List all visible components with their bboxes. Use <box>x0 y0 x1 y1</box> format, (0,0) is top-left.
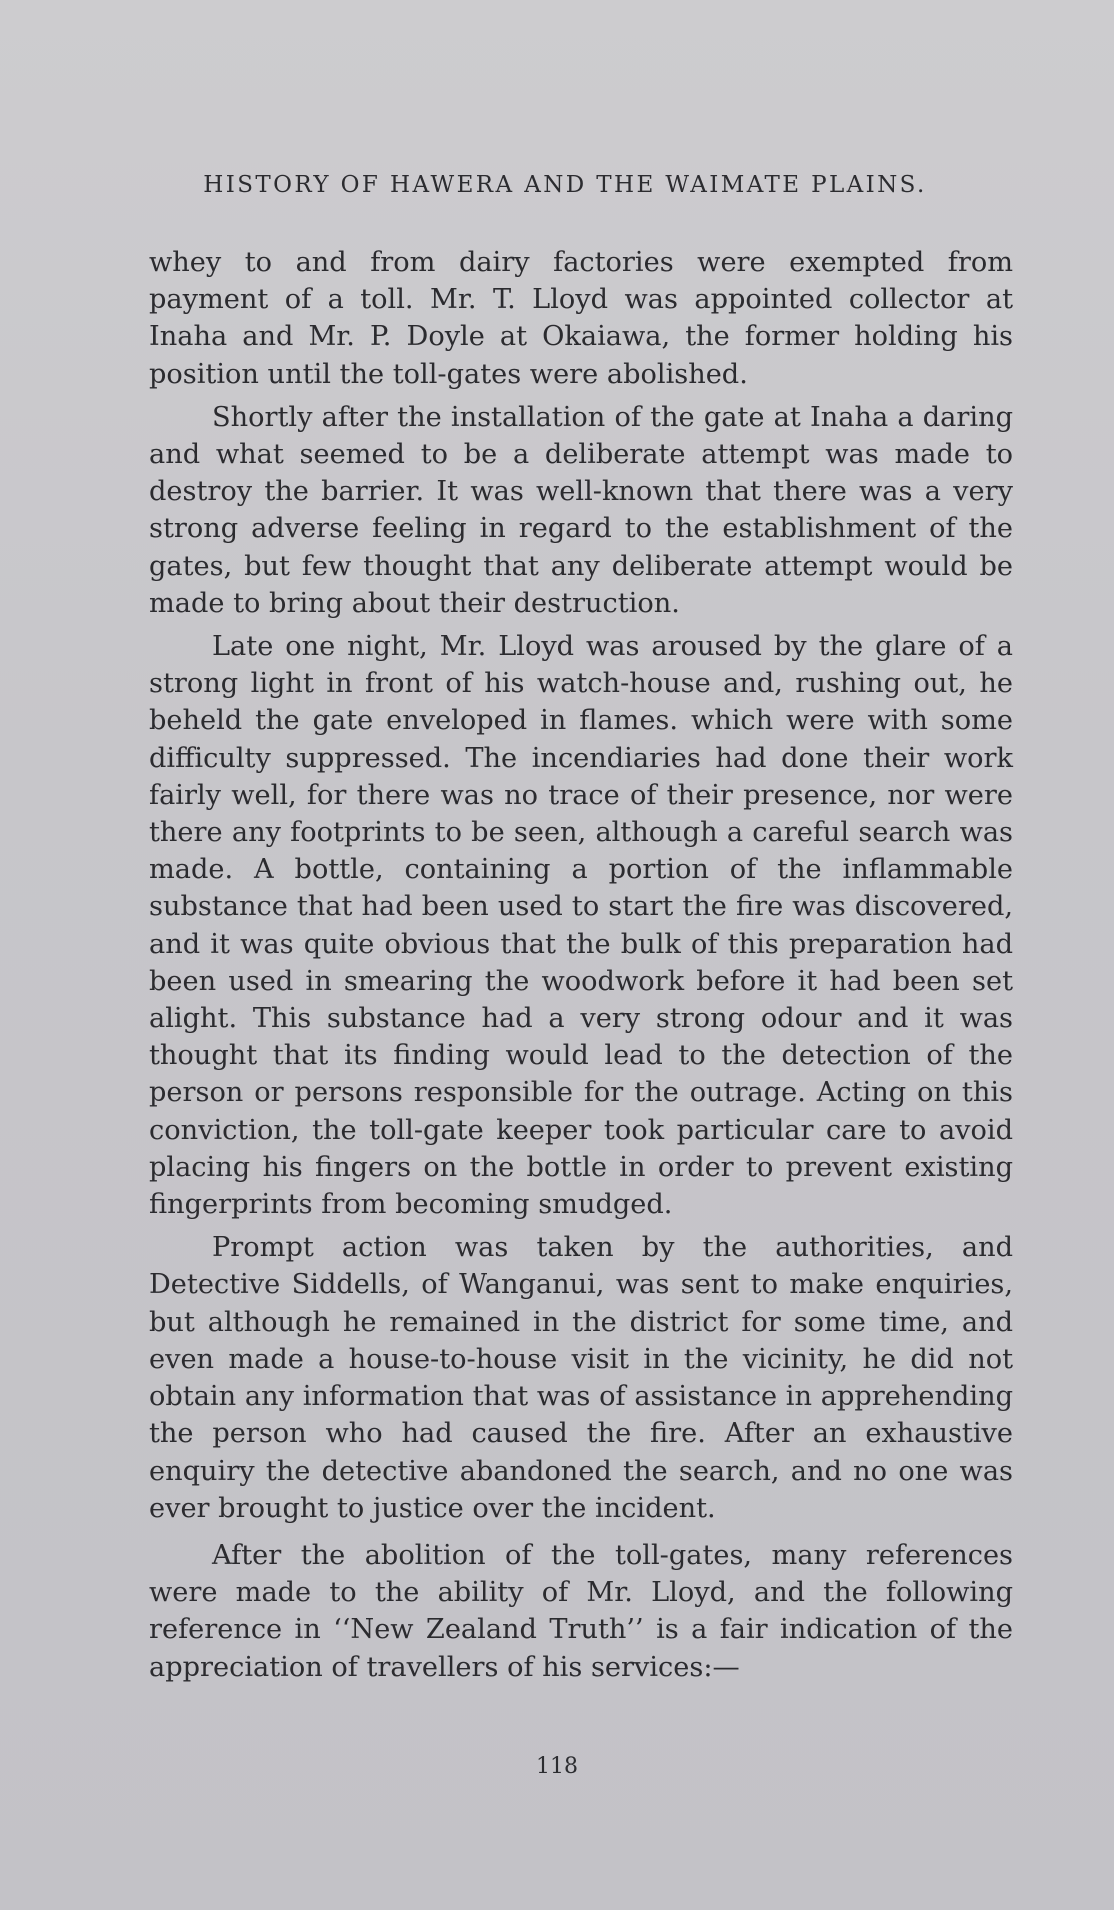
paragraph-fire-night: Late one night, Mr. Lloyd was aroused by the glare of a strong light in front of his watch-house and, rushing out, he beheld the gate enveloped in flames. which were with some difficulty suppressed. The incendiaries had done their work fairly well, for there was no trace of their presence, nor were there any footprints to be seen, although a careful search was made. A bottle, containing a portion of the inflammable substance that had been used to start the fire was discovered, and it was quite obvious that the bulk of this preparation had been used in smearing the woodwork before it had been set alight. This substance had a very strong odour and it was thought that its finding would lead to the detection of the person or persons responsible for the outrage. Acting on this conviction, the toll-gate keeper took particular care to avoid placing his fingers on the bottle in order to prevent existing fingerprints from becoming smudged. <box>149 631 1013 1221</box>
body-text <box>149 244 1013 1686</box>
page-number: 118 <box>536 1754 578 1779</box>
paragraph-references: After the abolition of the toll-gates, many references were made to the ability of Mr. Lloyd, and the following reference in ‘‘New Zealand Truth’’ is a fair indication of the appreciation of travellers of his services:— <box>149 1539 1013 1683</box>
paragraph-continuation: whey to and from dairy factories were exempted from payment of a toll. Mr. T. Lloyd was appointed collector at Inaha and Mr. P. Doyle at Okaiawa, the former holding his position until the toll-gates were abolished. <box>149 247 1013 390</box>
paragraph-gate-attempt: Shortly after the installation of the gate at Inaha a daring and what seemed to be a deliberate attempt was made to destroy the barrier. It was well-known that there was a very strong adverse feeling in regard to the establishment of the gates, but few thought that any deliberate attempt would be made to bring about their destruction. <box>149 401 1013 619</box>
running-head: HISTORY OF HAWERA AND THE WAIMATE PLAINS. <box>203 172 927 198</box>
paragraph-investigation: Prompt action was taken by the authorities, and Detective Siddells, of Wanganui, was sent to make enquiries, but although he remained in the district for some time, and even made a house-to-house visit in the vicinity, he did not obtain any information that was of assistance in apprehending the person who had caused the fire. After an exhaustive enquiry the detective abandoned the search, and no one was ever brought to justice over the incident. <box>149 1232 1013 1524</box>
